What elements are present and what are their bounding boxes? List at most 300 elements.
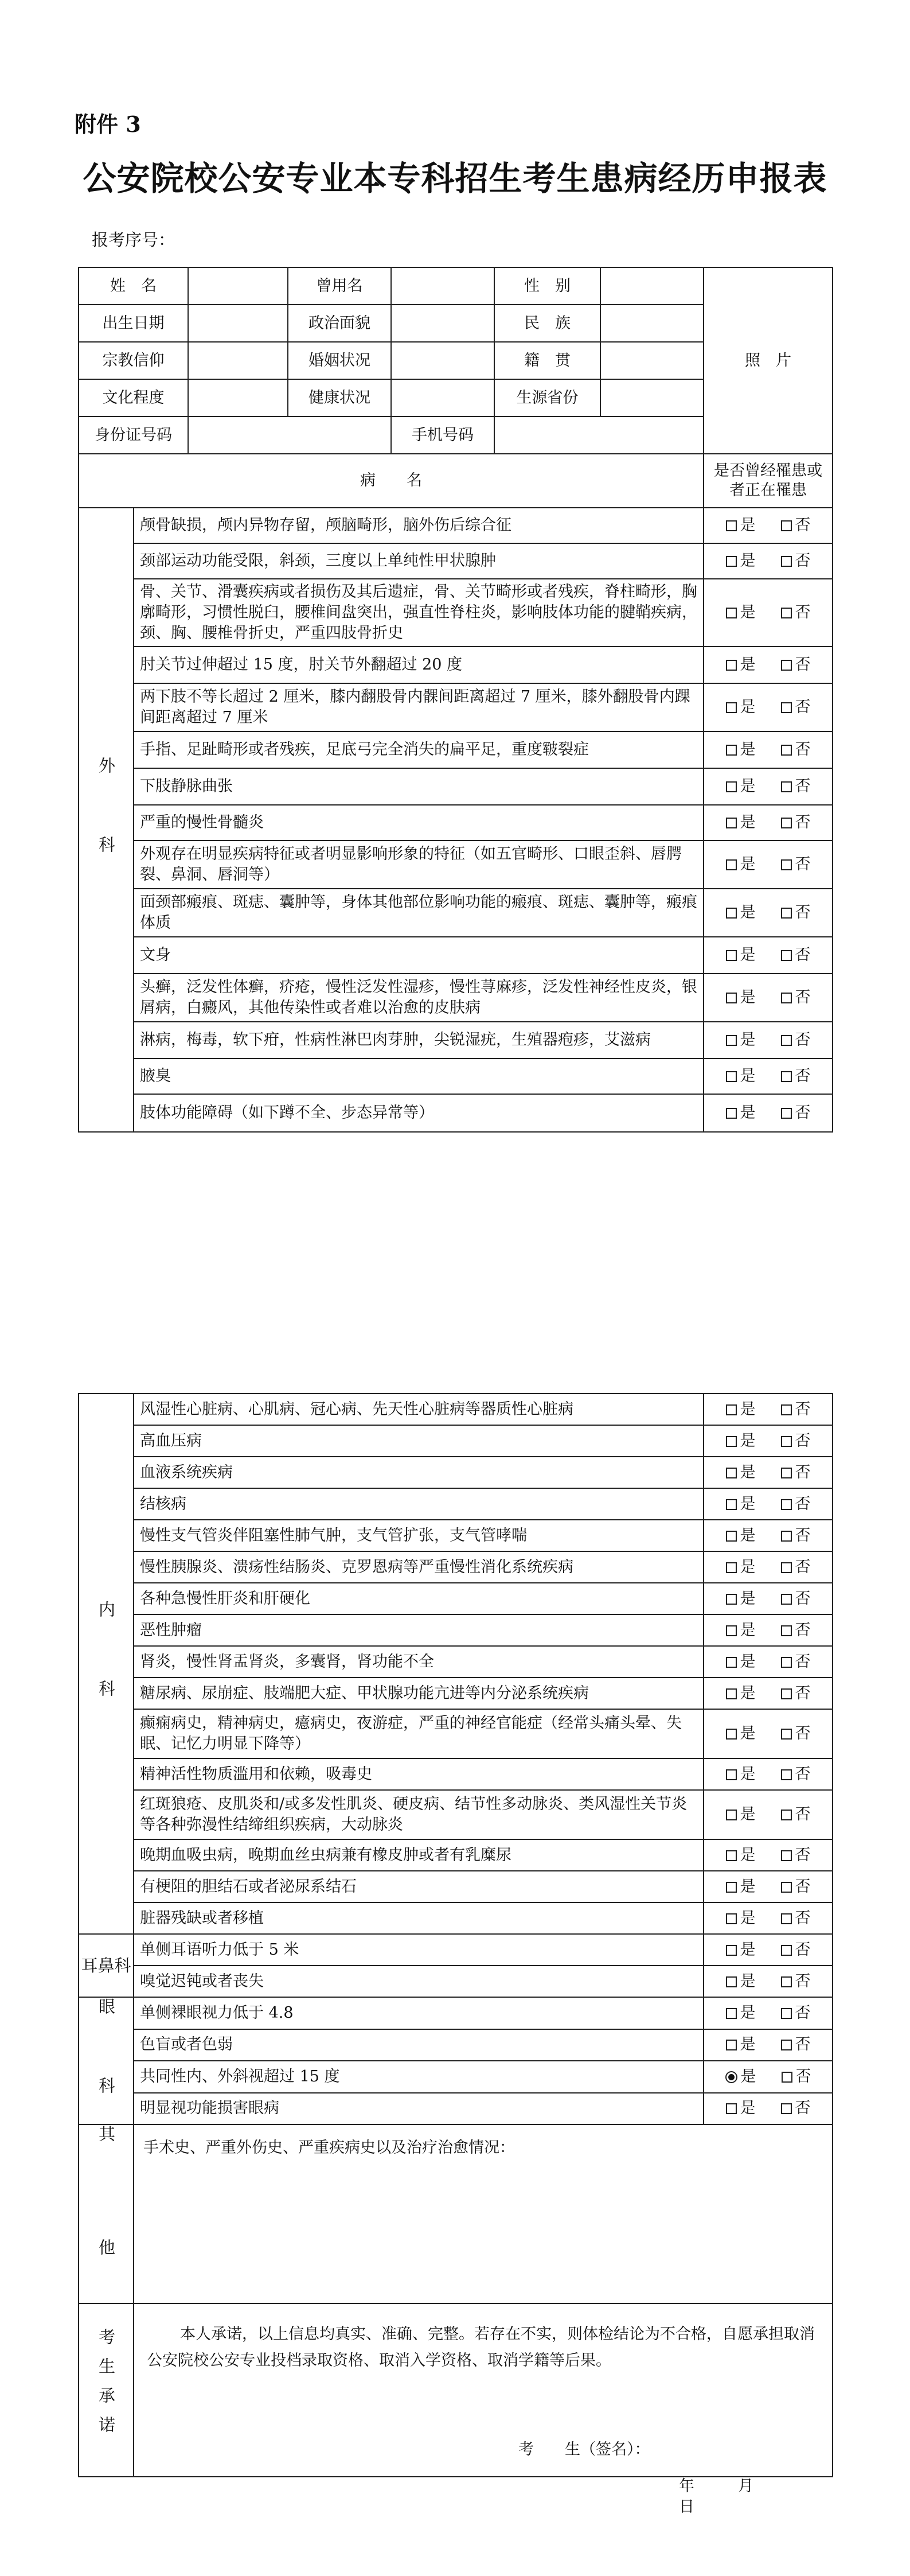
table-row [79,937,833,974]
no-label: 否 [795,604,811,621]
disease-item: 有梗阻的胆结石或者泌尿系结石 [134,1871,704,1902]
applicant-form-table-2 [78,1393,833,2516]
eye-item-answer [704,1997,833,2029]
table-row [79,1488,833,1520]
no-label: 否 [795,1463,811,1481]
religion-label: 宗教信仰 [79,342,188,379]
no-label: 否 [795,656,811,674]
yes-checkbox[interactable] [726,908,737,919]
table-row [79,974,833,1022]
no-checkbox[interactable] [781,859,792,870]
disease-item: 色盲或者色弱 [134,2029,704,2061]
no-label: 否 [795,1400,811,1418]
table-row [79,1839,833,1871]
no-checkbox[interactable] [781,2040,792,2050]
no-label: 否 [795,1104,811,1122]
yes-label: 是 [740,1495,756,1513]
internal-item-answer [704,1646,833,1678]
yes-label: 是 [740,814,756,831]
table-row [79,2093,833,2125]
no-label: 否 [795,1846,811,1864]
table-row [79,508,833,543]
yes-label: 是 [740,1558,756,1576]
yes-checkbox[interactable] [726,1625,737,1636]
no-checkbox[interactable] [781,1562,792,1573]
no-checkbox[interactable] [781,745,792,756]
commitment-row [79,2303,833,2477]
signature-line[interactable] [518,2439,650,2460]
no-checkbox[interactable] [781,1913,792,1924]
no-label: 否 [795,1972,811,1990]
no-checkbox[interactable] [781,908,792,919]
political-status-field[interactable] [391,305,494,342]
table-row [79,2029,833,2061]
table-row [79,1425,833,1457]
yes-checkbox[interactable] [726,1945,737,1956]
date-line[interactable] [679,2476,832,2517]
disease-item: 肘关节过伸超过 15 度，肘关节外翻超过 20 度 [134,647,704,683]
internal-category [79,1394,134,1934]
yes-label: 是 [740,656,756,674]
yes-checkbox[interactable] [726,2040,737,2050]
no-checkbox[interactable] [781,950,792,961]
disease-item: 晚期血吸虫病，晚期血丝虫病兼有橡皮肿或者有乳糜尿 [134,1839,704,1871]
table-row [79,1871,833,1902]
no-checkbox[interactable] [781,993,792,1003]
internal-item-answer [704,1394,833,1425]
yes-label: 是 [740,1877,756,1896]
surgery-item-answer [704,1059,833,1094]
photo-box[interactable] [704,267,833,454]
no-checkbox[interactable] [781,1625,792,1636]
no-checkbox[interactable] [781,1531,792,1542]
disease-item: 两下肢不等长超过 2 厘米，膝内翻股骨内髁间距离超过 7 厘米，膝外翻股骨内踝间距离超过 7 厘米 [134,683,704,731]
yes-checkbox[interactable] [726,1688,737,1699]
other-history-field[interactable] [134,2124,833,2303]
ent-item-answer [704,1966,833,1997]
yes-checkbox[interactable] [726,1562,737,1573]
internal-item-answer [704,1425,833,1457]
education-label: 文化程度 [79,379,188,417]
native-place-label: 籍 贯 [494,342,600,379]
yes-label: 是 [740,604,756,621]
disease-item: 血液系统疾病 [134,1457,704,1488]
yes-label: 是 [740,1621,756,1639]
table-row [79,1583,833,1614]
no-checkbox[interactable] [781,1850,792,1861]
disease-item: 头癣，泛发性体癣，疥疮，慢性泛发性湿疹，慢性荨麻疹，泛发性神经性皮炎，银屑病，白癜风，其他传染性或者难以治愈的皮肤病 [134,974,704,1022]
yes-checkbox[interactable] [726,950,737,961]
education-field[interactable] [188,379,288,417]
table-row [79,805,833,840]
phone-field[interactable] [494,417,704,454]
yes-checkbox[interactable] [726,859,737,870]
no-label: 否 [795,1652,811,1671]
yes-checkbox[interactable] [726,1850,737,1861]
no-checkbox[interactable] [781,2008,792,2019]
health-status-field[interactable] [391,379,494,417]
political-status-label: 政治面貌 [288,305,391,342]
no-checkbox[interactable] [781,818,792,828]
disease-item: 肢体功能障碍（如下蹲不全、步态异常等） [134,1094,704,1132]
id-number-label: 身份证号码 [79,417,188,454]
no-checkbox[interactable] [781,1071,792,1082]
yes-checkbox[interactable] [726,1810,737,1820]
yes-label: 是 [740,855,756,873]
no-label: 否 [795,904,811,921]
no-label: 否 [795,777,811,795]
category-label: 耳鼻科 [81,1956,131,1975]
yes-label: 是 [740,2036,756,2054]
yes-checkbox[interactable] [726,702,737,713]
no-checkbox[interactable] [781,520,792,531]
table-row [79,768,833,805]
source-province-field[interactable] [600,379,704,417]
other-category [79,2124,134,2303]
no-checkbox[interactable] [781,660,792,671]
ethnic-label: 民 族 [494,305,600,342]
table-row [79,1394,833,1425]
yes-checkbox[interactable] [725,2071,737,2083]
yes-checkbox[interactable] [726,1976,737,1987]
no-label: 否 [795,516,811,534]
marital-status-field[interactable] [391,342,494,379]
birth-date-field[interactable] [188,305,288,342]
surgery-item-answer [704,1022,833,1059]
month-label: 月 [738,2477,753,2495]
no-checkbox[interactable] [781,2103,792,2114]
disease-item: 嗅觉迟钝或者丧失 [134,1966,704,1997]
no-label: 否 [795,1877,811,1896]
disease-item: 明显视功能损害眼病 [134,2093,704,2125]
surgery-item-answer [704,974,833,1022]
category-label: 考生承诺 [96,2328,116,2445]
native-place-field[interactable] [600,342,704,379]
disease-item: 共同性内、外斜视超过 15 度 [134,2061,704,2093]
yes-label: 是 [740,2003,756,2022]
table-row [79,1094,833,1132]
no-label: 否 [795,855,811,873]
no-checkbox[interactable] [781,1035,792,1046]
disease-item: 肾炎，慢性肾盂肾炎，多囊肾，肾功能不全 [134,1646,704,1678]
disease-item: 各种急慢性肝炎和肝硬化 [134,1583,704,1614]
yes-checkbox[interactable] [726,520,737,531]
yes-label: 是 [740,1684,756,1702]
table-row [79,647,833,683]
table-row [79,579,833,647]
no-checkbox[interactable] [781,1108,792,1119]
commitment-box [134,2303,833,2516]
yes-checkbox[interactable] [726,1071,737,1082]
yes-checkbox[interactable] [726,1035,737,1046]
photo-label: 照 片 [745,351,791,369]
no-checkbox[interactable] [781,1468,792,1478]
no-checkbox[interactable] [781,1976,792,1987]
yes-checkbox[interactable] [726,1594,737,1605]
disease-item: 脏器残缺或者移植 [134,1902,704,1934]
table-row [79,731,833,768]
table-row [79,840,833,889]
no-label: 否 [795,552,811,570]
disease-item: 癫痫病史，精神病史，癔病史，夜游症，严重的神经官能症（经常头痛头晕、失眠、记忆力明显下降等） [134,1709,704,1758]
internal-item-answer [704,1758,833,1790]
disease-item: 腋臭 [134,1059,704,1094]
eye-category [79,1997,134,2124]
table-row [79,1646,833,1678]
no-label: 否 [795,946,811,964]
no-checkbox[interactable] [781,1688,792,1699]
gender-field[interactable] [600,267,704,305]
table-row [79,889,833,937]
no-label: 否 [795,989,811,1006]
yes-checkbox[interactable] [726,1657,737,1668]
internal-item-answer [704,1488,833,1520]
disease-item: 高血压病 [134,1425,704,1457]
applicant-form-table-1 [78,267,833,1133]
surgery-item-answer [704,937,833,974]
surgery-item-answer [704,1094,833,1132]
no-checkbox[interactable] [781,1729,792,1740]
internal-item-answer [704,1551,833,1583]
yes-label: 是 [740,1400,756,1418]
disease-item: 颅骨缺损，颅内异物存留，颅脑畸形，脑外伤后综合征 [134,508,704,543]
table-row [79,1457,833,1488]
no-checkbox[interactable] [781,556,792,567]
former-name-label: 曾用名 [288,267,391,305]
no-checkbox[interactable] [781,702,792,713]
no-label: 否 [795,2036,811,2054]
attachment-label: 附件 3 [75,111,141,137]
page-title: 公安院校公安专业本专科招生考生患病经历申报表 [83,159,827,198]
religion-field[interactable] [188,342,288,379]
no-checkbox[interactable] [781,1594,792,1605]
yes-label: 是 [740,1526,756,1544]
table-row [79,1790,833,1839]
no-checkbox[interactable] [781,1769,792,1780]
signature-label: 考 生（签名）： [518,2441,650,2458]
yes-checkbox[interactable] [726,1108,737,1119]
disease-item: 精神活性物质滥用和依赖，吸毒史 [134,1758,704,1790]
yes-checkbox[interactable] [726,745,737,756]
commitment-text: 本人承诺，以上信息均真实、准确、完整。若存在不实，则体检结论为不合格，自愿承担取消公安院校公安专业投档录取资格、取消入学资格、取消学籍等后果。 [147,2325,815,2369]
yes-checkbox[interactable] [726,660,737,671]
yes-checkbox[interactable] [726,556,737,567]
id-number-field[interactable] [188,417,391,454]
no-label: 否 [795,1725,811,1742]
eye-item-answer [704,2061,833,2093]
phone-label: 手机号码 [391,417,494,454]
yes-label: 是 [740,552,756,570]
former-name-field[interactable] [391,267,494,305]
yes-label: 是 [740,1031,756,1049]
yes-checkbox[interactable] [726,1769,737,1780]
disease-item: 文身 [134,937,704,974]
yes-checkbox[interactable] [726,993,737,1003]
table-row [79,1022,833,1059]
no-checkbox[interactable] [781,1810,792,1820]
yes-label: 是 [740,1431,756,1450]
health-status-label: 健康状况 [288,379,391,417]
table-row [79,2061,833,2093]
name-field[interactable] [188,267,288,305]
disease-item: 单侧耳语听力低于 5 米 [134,1934,704,1966]
no-label: 否 [795,1431,811,1450]
yes-label: 是 [740,2067,756,2085]
no-checkbox[interactable] [781,1436,792,1447]
yes-checkbox[interactable] [726,1404,737,1415]
no-label: 否 [795,1031,811,1049]
disease-item: 慢性支气管炎伴阻塞性肺气肿，支气管扩张，支气管哮喘 [134,1520,704,1551]
no-checkbox[interactable] [781,608,792,618]
status-header: 是否曾经罹患或者正在罹患 [704,454,833,508]
yes-label: 是 [740,1972,756,1990]
surgery-item-answer [704,768,833,805]
table-row [79,1614,833,1646]
name-label: 姓 名 [79,267,188,305]
no-checkbox[interactable] [781,1404,792,1415]
no-label: 否 [795,1805,811,1823]
disease-item: 结核病 [134,1488,704,1520]
no-label: 否 [795,1940,811,1959]
disease-item: 外观存在明显疾病特征或者明显影响形象的特征（如五官畸形、口眼歪斜、唇腭裂、鼻洞、唇洞等） [134,840,704,889]
yes-label: 是 [740,1725,756,1742]
yes-checkbox[interactable] [726,1913,737,1924]
table-row [79,1997,833,2029]
yes-checkbox[interactable] [726,2008,737,2019]
birth-date-label: 出生日期 [79,305,188,342]
disease-item: 风湿性心脏病、心肌病、冠心病、先天性心脏病等器质性心脏病 [134,1394,704,1425]
surgery-item-answer [704,840,833,889]
surgery-item-answer [704,647,833,683]
no-label: 否 [795,698,811,716]
disease-item: 恶性肿瘤 [134,1614,704,1646]
no-checkbox[interactable] [781,1945,792,1956]
yes-label: 是 [740,1909,756,1927]
disease-item: 骨、关节、滑囊疾病或者损伤及其后遗症，骨、关节畸形或者残疾，脊柱畸形，胸廓畸形，习惯性脱臼，腰椎间盘突出，强直性脊柱炎，影响肢体功能的腱鞘疾病，颈、胸、腰椎骨折史，严重四肢骨折史 [134,579,704,647]
disease-item: 糖尿病、尿崩症、肢端肥大症、甲状腺功能亢进等内分泌系统疾病 [134,1678,704,1709]
internal-item-answer [704,1583,833,1614]
ent-item-answer [704,1934,833,1966]
ethnic-field[interactable] [600,305,704,342]
yes-checkbox[interactable] [726,1468,737,1478]
category-label: 眼 科 [96,1998,116,2116]
registration-number-label: 报考序号： [92,230,175,250]
yes-checkbox[interactable] [726,818,737,828]
yes-checkbox[interactable] [726,2103,737,2114]
yes-checkbox[interactable] [726,1729,737,1740]
yes-label: 是 [740,989,756,1006]
internal-item-answer [704,1678,833,1709]
table-row [79,1520,833,1551]
yes-checkbox[interactable] [726,1499,737,1510]
year-label: 年 [679,2477,694,2495]
no-checkbox[interactable] [781,1882,792,1893]
disease-item: 红斑狼疮、皮肌炎和/或多发性肌炎、硬皮病、结节性多动脉炎、类风湿性关节炎等各种弥漫性结缔组织疾病，大动脉炎 [134,1790,704,1839]
yes-label: 是 [740,1846,756,1864]
disease-item: 淋病，梅毒，软下疳，性病性淋巴肉芽肿，尖锐湿疣，生殖器疱疹，艾滋病 [134,1022,704,1059]
no-label: 否 [795,1909,811,1927]
no-label: 否 [795,2099,811,2118]
yes-checkbox[interactable] [726,1531,737,1542]
internal-item-answer [704,1871,833,1902]
eye-item-answer [704,2029,833,2061]
yes-label: 是 [740,777,756,795]
table-row [79,1551,833,1583]
gender-label: 性 别 [494,267,600,305]
internal-item-answer [704,1709,833,1758]
yes-label: 是 [740,1104,756,1122]
surgery-category [79,508,134,1132]
surgery-item-answer [704,683,833,731]
yes-label: 是 [740,1805,756,1823]
yes-label: 是 [740,1940,756,1959]
internal-item-answer [704,1902,833,1934]
yes-checkbox[interactable] [726,781,737,792]
no-checkbox[interactable] [782,2072,792,2083]
surgery-item-answer [704,889,833,937]
disease-item: 面颈部瘢痕、斑痣、囊肿等，身体其他部位影响功能的瘢痕、斑痣、囊肿等，瘢痕体质 [134,889,704,937]
table-row [79,1758,833,1790]
category-label: 外 科 [96,757,116,875]
internal-item-answer [704,1614,833,1646]
commitment-category [79,2303,134,2477]
table-row [79,683,833,731]
internal-item-answer [704,1457,833,1488]
other-history-label: 手术史、严重外伤史、严重疾病史以及治疗治愈情况： [143,2139,515,2157]
yes-label: 是 [740,698,756,716]
table-row [79,1902,833,1934]
yes-label: 是 [740,904,756,921]
disease-item: 严重的慢性骨髓炎 [134,805,704,840]
yes-checkbox[interactable] [726,1882,737,1893]
yes-checkbox[interactable] [726,1436,737,1447]
surgery-item-answer [704,731,833,768]
source-province-label: 生源省份 [494,379,600,417]
yes-label: 是 [740,741,756,758]
internal-item-answer [704,1520,833,1551]
no-label: 否 [795,1067,811,1085]
no-checkbox[interactable] [781,781,792,792]
no-checkbox[interactable] [781,1657,792,1668]
category-label: 其 他 [96,2125,116,2295]
table-row [79,1966,833,1997]
surgery-item-answer [704,543,833,579]
no-label: 否 [795,1526,811,1544]
disease-item: 下肢静脉曲张 [134,768,704,805]
disease-item: 颈部运动功能受限，斜颈，三度以上单纯性甲状腺肿 [134,543,704,579]
yes-label: 是 [740,516,756,534]
table-row [79,1709,833,1758]
no-label: 否 [795,1558,811,1576]
marital-status-label: 婚姻状况 [288,342,391,379]
no-checkbox[interactable] [781,1499,792,1510]
yes-label: 是 [740,2099,756,2118]
surgery-item-answer [704,579,833,647]
no-label: 否 [795,1621,811,1639]
table-row [79,1678,833,1709]
yes-label: 是 [740,1589,756,1608]
no-label: 否 [795,1684,811,1702]
disease-name-header: 病 名 [79,454,704,508]
yes-checkbox[interactable] [726,608,737,618]
surgery-item-answer [704,508,833,543]
disease-item: 手指、足趾畸形或者残疾，足底弓完全消失的扁平足，重度皲裂症 [134,731,704,768]
no-label: 否 [795,1589,811,1608]
other-row [79,2124,833,2303]
no-label: 否 [795,1495,811,1513]
yes-label: 是 [740,1463,756,1481]
no-label: 否 [795,1765,811,1783]
